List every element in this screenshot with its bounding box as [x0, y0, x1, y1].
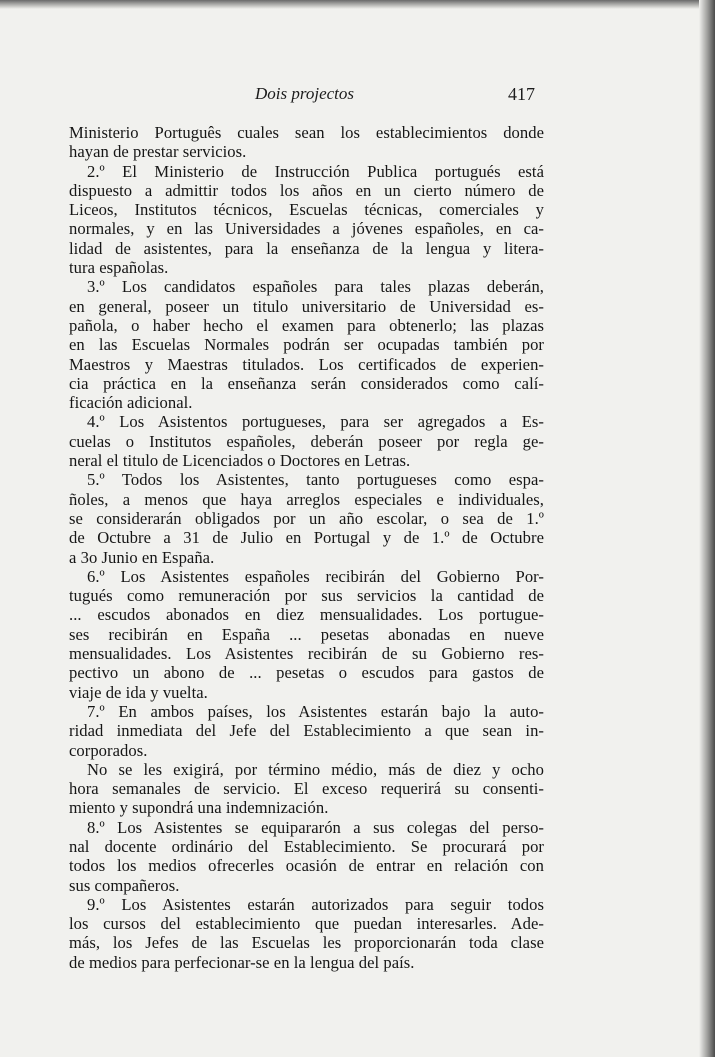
- text-line: todos los medios ofrecerles ocasión de entrar en relación con: [69, 856, 544, 876]
- text-line: 3.º Los candidatos españoles para tales plazas deberán,: [87, 277, 544, 297]
- text-line: normales, y en las Universidades a jóvenes españoles, en ca-: [69, 219, 544, 239]
- text-line: 2.º El Ministerio de Instrucción Publica portugués está: [87, 161, 544, 181]
- text-line: hayan de prestar servicios.: [69, 142, 247, 162]
- text-line: 5.º Todos los Asistentes, tanto portugueses como espa-: [87, 470, 544, 490]
- page-binding-shadow: [699, 0, 715, 1057]
- text-line: 6.º Los Asistentes españoles recibirán del Gobierno Por-: [87, 566, 544, 586]
- text-line: miento y supondrá una indemnización.: [69, 798, 329, 818]
- text-line: pañola, o haber hecho el examen para obtenerlo; las plazas: [69, 315, 544, 335]
- text-line: de Octubre a 31 de Julio en Portugal y de 1.º de Octubre: [69, 528, 544, 548]
- text-line: 8.º Los Asistentes se equipararón a sus colegas del perso-: [87, 817, 544, 837]
- text-line: en general, poseer un titulo universitario de Universidad es-: [69, 296, 544, 316]
- text-line: de medios para perfecionar-se en la lengua del país.: [69, 952, 415, 972]
- text-line: ses recibirán en España ... pesetas abonadas en nueve: [69, 624, 544, 644]
- text-line: hora semanales de servicio. El exceso requerirá su consenti-: [69, 779, 544, 799]
- text-line: tura españolas.: [69, 258, 169, 278]
- text-line: cia práctica en la enseñanza serán considerados como calí-: [69, 373, 544, 393]
- text-line: los cursos del establecimiento que puedan interesarles. Ade-: [69, 914, 544, 934]
- text-line: neral el titulo de Licenciados o Doctores en Letras.: [69, 451, 411, 471]
- text-line: Ministerio Português cuales sean los establecimientos donde: [69, 123, 544, 142]
- text-line: No se les exigirá, por término médio, más de diez y ocho: [87, 759, 544, 779]
- text-line: 7.º En ambos países, los Asistentes estarán bajo la auto-: [87, 701, 544, 721]
- text-line: dispuesto a admittir todos los años en un cierto número de: [69, 180, 544, 200]
- text-line: se considerarán obligados por un año escolar, o sea de 1.º: [69, 508, 544, 528]
- text-line: 9.º Los Asistentes estarán autorizados para seguir todos: [87, 894, 544, 914]
- text-line: Maestros y Maestras titulados. Los certificados de experien-: [69, 354, 544, 374]
- text-line: lidad de asistentes, para la enseñanza de la lengua y litera-: [69, 238, 544, 258]
- text-line: viaje de ida y vuelta.: [69, 682, 208, 702]
- text-line: Liceos, Institutos técnicos, Escuelas técnicas, comerciales y: [69, 200, 544, 220]
- text-line: ... escudos abonados en diez mensualidades. Los portugue-: [69, 605, 544, 625]
- page-top-edge-shadow: [0, 0, 715, 9]
- text-line: ñoles, a menos que haya arreglos especiales e individuales,: [69, 489, 544, 509]
- running-title: Dois projectos: [255, 84, 355, 103]
- text-line: ridad inmediata del Jefe del Establecimiento a que sean in-: [69, 721, 544, 741]
- text-line: a 3o Junio en España.: [69, 547, 215, 567]
- page-number: 417: [508, 84, 535, 104]
- body-text: [69, 123, 544, 972]
- text-line: mensualidades. Los Asistentes recibirán de su Gobierno res-: [69, 644, 544, 664]
- text-line: cuelas o Institutos españoles, deberán poseer por regla ge-: [69, 431, 544, 451]
- text-line: pectivo un abono de ... pesetas o escudos para gastos de: [69, 663, 544, 683]
- text-line: en las Escuelas Normales podrán ser ocupadas también por: [69, 335, 544, 355]
- text-line: 4.º Los Asistentos portugueses, para ser agregados a Es-: [87, 412, 544, 432]
- text-line: corporados.: [69, 740, 148, 760]
- text-line: nal docente ordinário del Establecimiento. Se procurará por: [69, 836, 544, 856]
- text-line: tugués como remuneración por sus servicios la cantidad de: [69, 586, 544, 606]
- text-line: más, los Jefes de las Escuelas les proporcionarán toda clase: [69, 933, 544, 953]
- text-line: ficación adicional.: [69, 393, 193, 413]
- text-line: sus compañeros.: [69, 875, 180, 895]
